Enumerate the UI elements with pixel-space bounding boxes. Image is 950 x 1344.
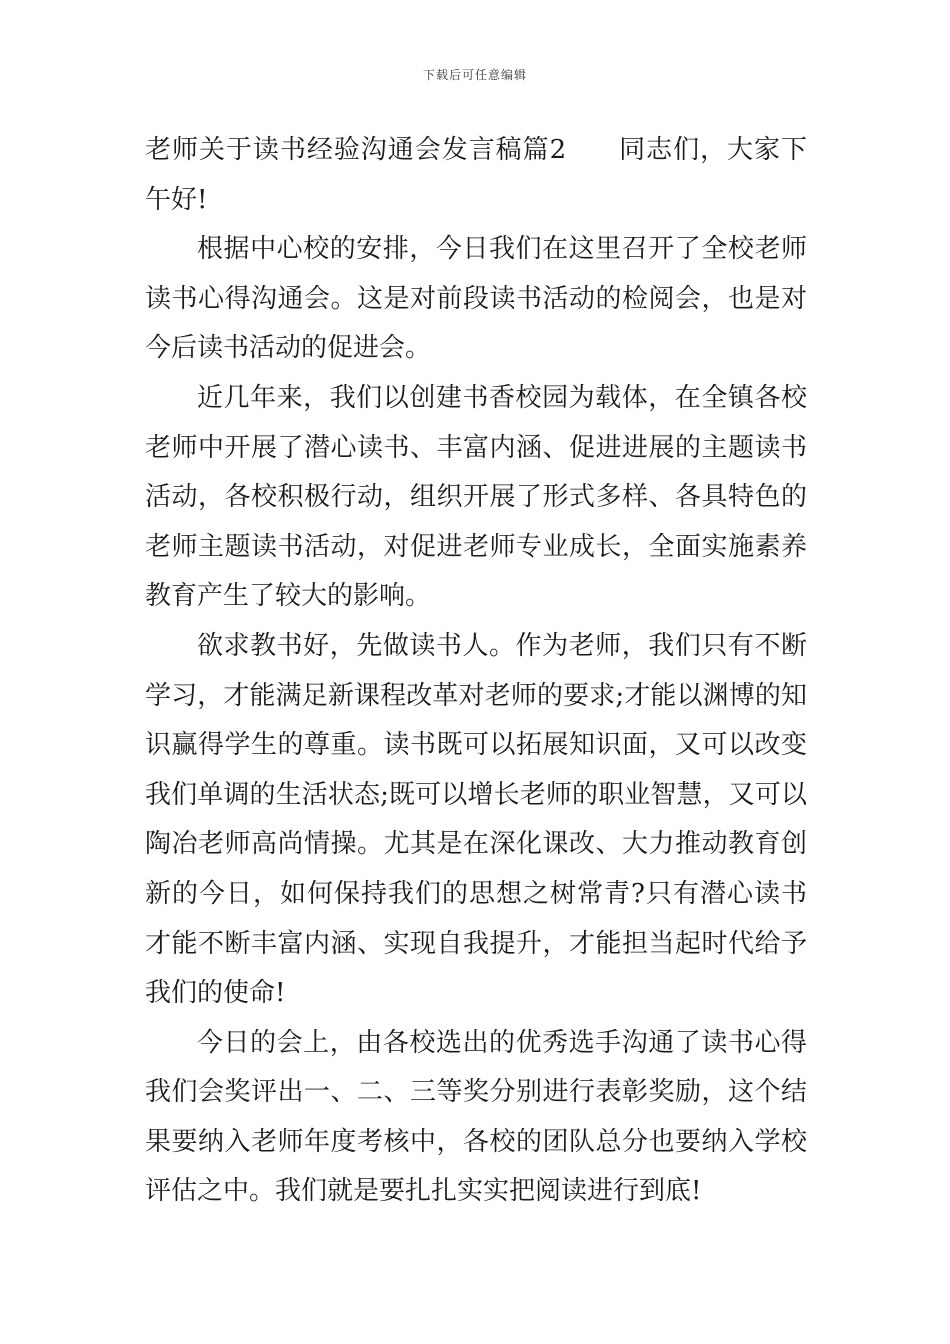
paragraph: 根据中心校的安排，今日我们在这里召开了全校老师读书心得沟通会。这是对前段读书活动的检阅会，也是对今后读书活动的促进会。 (145, 234, 807, 364)
document-body (145, 126, 807, 1217)
page-header: 下载后可任意编辑 (422, 68, 527, 82)
paragraph: 今日的会上，由各校选出的优秀选手沟通了读书心得我们会奖评出一、二、三等奖分别进行表彰奖励，这个结果要纳入老师年度考核中，各校的团队总分也要纳入学校评估之中。我们就是要扎扎实实把阅读进行到底! (145, 1027, 807, 1207)
document-title: 老师关于读书经验沟通会发言稿篇2 (145, 135, 567, 165)
title-line (145, 126, 807, 225)
paragraph: 欲求教书好，先做读书人。作为老师，我们只有不断学习，才能满足新课程改革对老师的要求;才能以渊博的知识赢得学生的尊重。读书既可以拓展知识面，又可以改变我们单调的生活状态;既可以增长老师的职业智慧，又可以陶冶老师高尚情操。尤其是在深化课改、大力推动教育创新的今日，如何保持我们的思想之树常青?只有潜心读书才能不断丰富内涵、实现自我提升，才能担当起时代给予我们的使命! (145, 630, 807, 1009)
greeting: 同志们，大家下午好! (145, 135, 807, 215)
paragraph: 近几年来，我们以创建书香校园为载体，在全镇各校老师中开展了潜心读书、丰富内涵、促进进展的主题读书活动，各校积极行动，组织开展了形式多样、各具特色的老师主题读书活动，对促进老师专业成长，全面实施素养教育产生了较大的影响。 (145, 382, 807, 612)
